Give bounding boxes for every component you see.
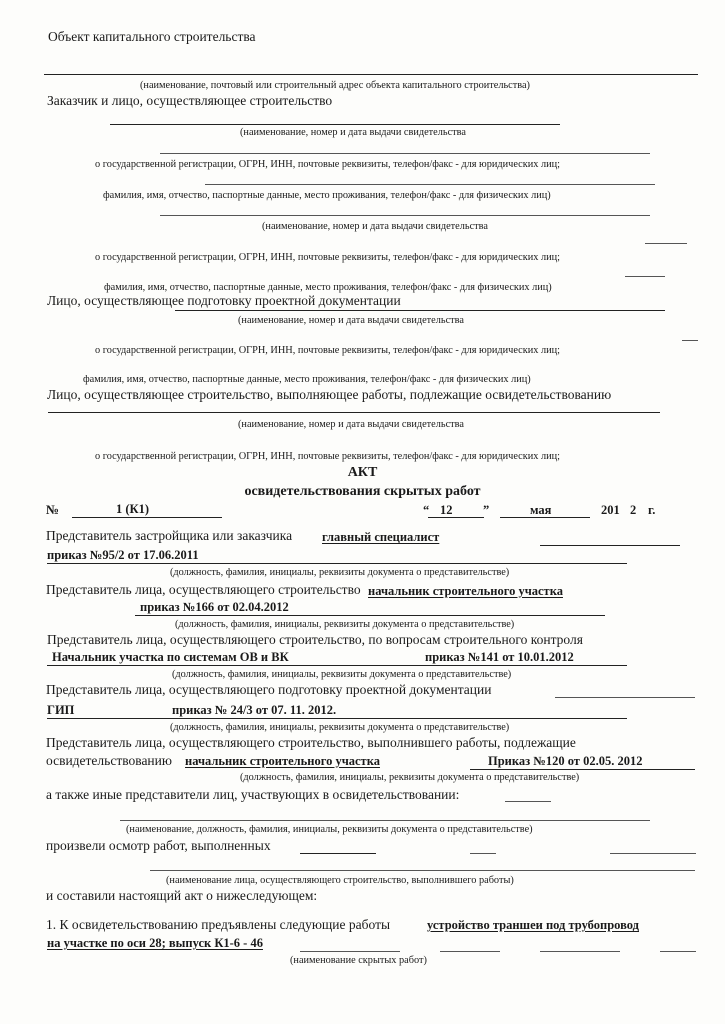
builder-label: Лицо, осуществляющее строительство, выполняющее работы, подлежащие освидетельствованию (47, 387, 612, 402)
date-year-prefix: 201 (601, 503, 620, 517)
rep4-line-b (47, 718, 627, 719)
item1-value-line1: устройство траншеи под трубопровод (427, 918, 639, 932)
act-number-line (72, 517, 222, 518)
object-label: Объект капитального строительства (48, 29, 256, 44)
rep3-position: Начальник участка по системам ОВ и ВК (52, 650, 289, 664)
item1-line-b (440, 951, 500, 952)
date-month: мая (530, 503, 552, 517)
customer-caption-certificate: (наименование, номер и дата выдачи свидетельства (240, 127, 466, 138)
item1-line-c (540, 951, 620, 952)
rep2-caption: (должность, фамилия, инициалы, реквизиты документа о представительстве) (175, 619, 515, 630)
rep5-label-line2: освидетельствованию (46, 753, 172, 768)
builder-line (48, 412, 660, 413)
rep1-position: главный специалист (322, 530, 440, 544)
rep1-label: Представитель застройщика или заказчика (46, 528, 293, 543)
designer-line-2 (682, 340, 698, 341)
rep3-order: приказ №141 от 10.01.2012 (425, 650, 574, 664)
date-quote-close: ” (483, 503, 490, 517)
act-title: АКТ (347, 465, 378, 480)
builder-caption-certificate: (наименование, номер и дата выдачи свидетельства (238, 419, 464, 430)
customer-line (110, 124, 560, 125)
rep3-line (47, 665, 627, 666)
act-subtitle: освидетельствования скрытых работ (244, 484, 481, 499)
date-year-digit: 2 (630, 503, 637, 517)
second-caption-person: фамилия, имя, отчество, паспортные данные, место проживания, телефон/факс - для физических лиц) (104, 282, 552, 293)
designer-caption-person: фамилия, имя, отчество, паспортные данные, место проживания, телефон/факс - для физических лиц) (83, 374, 531, 385)
item1-line-d (660, 951, 696, 952)
second-caption-registration: о государственной регистрации, ОГРН, ИНН, почтовые реквизиты, телефон/факс - для юридических лиц; (95, 252, 560, 263)
rep5-caption: (должность, фамилия, инициалы, реквизиты документа о представительстве) (240, 772, 580, 783)
rep1-order: приказ №95/2 от 17.06.2011 (47, 548, 199, 562)
rep2-label: Представитель лица, осуществляющего строительство (46, 582, 361, 597)
rep2-order: приказ №166 от 02.04.2012 (140, 600, 289, 614)
rep2-line (135, 615, 605, 616)
item1-label: 1. К освидетельствованию предъявлены следующие работы (46, 917, 391, 932)
customer-caption-registration: о государственной регистрации, ОГРН, ИНН, почтовые реквизиты, телефон/факс - для юридических лиц; (95, 159, 560, 170)
customer-caption-person: фамилия, имя, отчество, паспортные данные, место проживания, телефон/факс - для физических лиц) (103, 190, 551, 201)
inspection-label: произвели осмотр работ, выполненных (46, 838, 271, 853)
designer-line (175, 310, 665, 311)
date-quote-open: “ (423, 503, 430, 517)
designer-label: Лицо, осуществляющее подготовку проектной документации (47, 293, 401, 308)
second-caption-certificate: (наименование, номер и дата выдачи свидетельства (262, 221, 488, 232)
second-party-line-3 (625, 276, 665, 277)
customer-label: Заказчик и лицо, осуществляющее строительство (47, 93, 333, 108)
rep1-caption: (должность, фамилия, инициалы, реквизиты документа о представительстве) (170, 567, 510, 578)
inspection-line-b (470, 853, 496, 854)
builder-caption-registration: о государственной регистрации, ОГРН, ИНН, почтовые реквизиты, телефон/факс - для юридических лиц; (95, 451, 560, 462)
inspection-line-a (300, 853, 376, 854)
act-number-value: 1 (К1) (116, 502, 150, 516)
rep5-order: Приказ №120 от 02.05. 2012 (488, 754, 643, 768)
rep3-caption: (должность, фамилия, инициалы, реквизиты документа о представительстве) (172, 669, 512, 680)
second-party-line-2 (645, 243, 687, 244)
rep4-caption: (должность, фамилия, инициалы, реквизиты документа о представительстве) (170, 722, 510, 733)
others-line-b (120, 820, 650, 821)
rep4-position: ГИП (47, 703, 75, 717)
item1-line-a (300, 951, 400, 952)
rep1-line-a (540, 545, 680, 546)
rep4-order: приказ № 24/3 от 07. 11. 2012. (172, 703, 337, 717)
others-caption: (наименование, должность, фамилия, инициалы, реквизиты документа о представительстве) (126, 824, 533, 835)
item1-value-line2: на участке по оси 28; выпуск К1-6 - 46 (47, 936, 263, 950)
date-day: 12 (440, 503, 453, 517)
second-party-line (160, 215, 650, 216)
date-year-suffix: г. (648, 503, 656, 517)
date-day-line (428, 517, 484, 518)
rep4-line-a (555, 697, 695, 698)
rep5-label-line1: Представитель лица, осуществляющего строительство, выполнившего работы, подлежащие (46, 735, 576, 750)
rep4-label: Представитель лица, осуществляющего подготовку проектной документации (46, 682, 492, 697)
object-caption: (наименование, почтовый или строительный адрес объекта капитального строительства) (140, 80, 530, 91)
customer-line-3 (205, 184, 655, 185)
inspection-line-d (150, 870, 695, 871)
rep3-label: Представитель лица, осуществляющего строительство, по вопросам строительного контроля (47, 632, 583, 647)
hidden-works-caption: (наименование скрытых работ) (290, 955, 427, 966)
compiled-label: и составили настоящий акт о нижеследующем: (46, 888, 318, 903)
act-number-label: № (46, 502, 60, 517)
rep2-position: начальник строительного участка (368, 584, 563, 598)
others-label: а также иные представители лиц, участвующих в освидетельствовании: (46, 787, 460, 802)
customer-line-2 (160, 153, 650, 154)
designer-caption-registration: о государственной регистрации, ОГРН, ИНН, почтовые реквизиты, телефон/факс - для юридических лиц; (95, 345, 560, 356)
inspection-caption: (наименование лица, осуществляющего строительство, выполнившего работы) (166, 875, 514, 886)
rep1-line-b (47, 563, 627, 564)
rep5-line (470, 769, 695, 770)
object-line (44, 74, 698, 75)
others-line-a (505, 801, 551, 802)
designer-caption-certificate: (наименование, номер и дата выдачи свидетельства (238, 315, 464, 326)
date-month-line (500, 517, 590, 518)
rep5-position: начальник строительного участка (185, 754, 380, 768)
inspection-line-c (610, 853, 696, 854)
